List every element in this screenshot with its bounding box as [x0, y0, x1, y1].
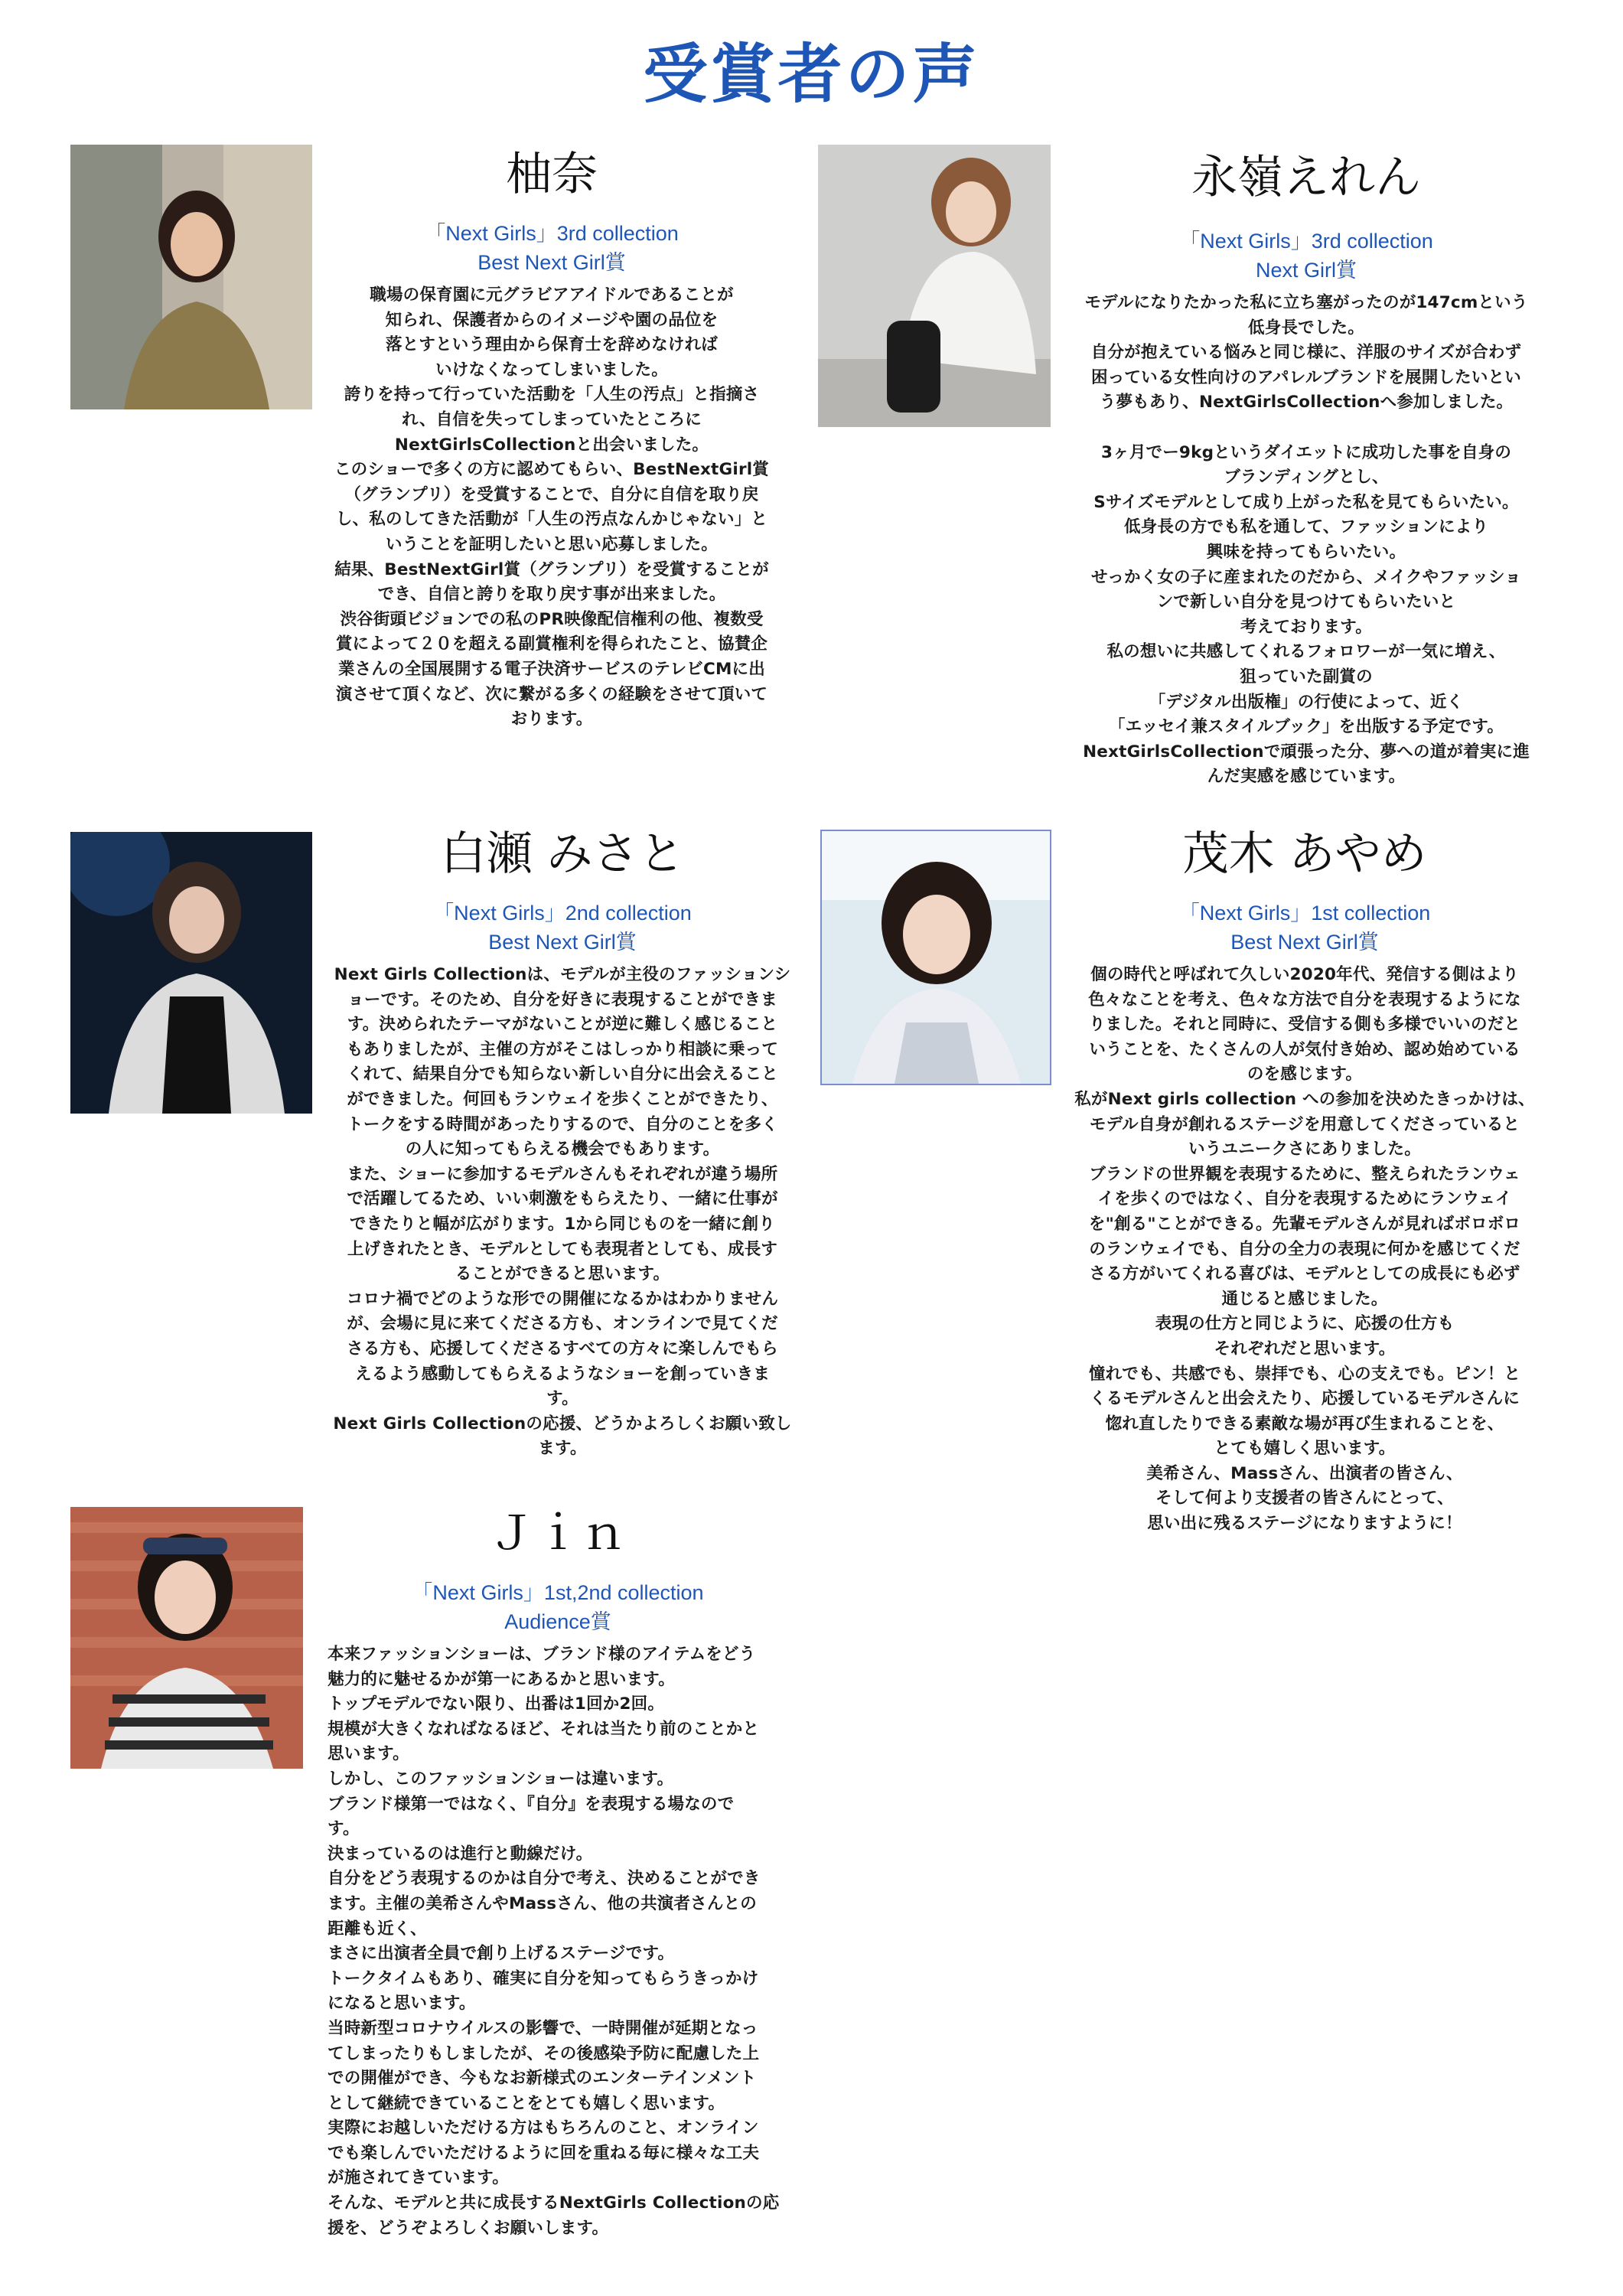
winner-name: Ｊｉｎ [489, 1507, 627, 1561]
winner-collection: 「Next Girls」3rd collection [425, 222, 679, 245]
winner-photo [70, 145, 312, 409]
winner-comment: Next Girls Collectionは、モデルが主役のファッションシ ョーです。そのため、自分を好きに表現することができま す。決められたテーマがないことが逆に難しく感じること もありましたが、主催の方がそこはしっかり相談に乗って くれて、結果自分でも知らない新しい自分に出会えること ができました。何回もランウェイを歩くことができたり、 トークをする時間があったりするので、自分のことを多く の人に知ってもらえる機会でもあります。 また、ショーに参加するモデルさんもそれぞれが違う場所 で活躍してるため、いい刺激をもらえたり、一緒に仕事が できたりと幅が広がります。1から同じものを一緒に創り 上げきれたとき、モデルとしても表現者としても、成長す ることができると思います。 コロナ禍でどのような形での開催になるかはわかりません が、会場に見に来てくださる方も、オンラインで見てくだ さる方も、応援してくださるすべての方々に楽しんでもら えるよう感動してもらえるようなショーを創っていきま す。 Next Girls Collectionの応援、どうかよろしくお願い致し ます。 [333, 965, 792, 1459]
winner-collection: 「Next Girls」1st collection [1178, 902, 1431, 925]
page-title: 受賞者の声 [643, 37, 980, 112]
winner-award: Audience賞 [504, 1610, 611, 1633]
winner-collection: 「Next Girls」1st,2nd collection [412, 1581, 704, 1604]
winner-photo [820, 830, 1051, 1085]
winner-award: Best Next Girl賞 [1230, 931, 1379, 954]
winner-collection: 「Next Girls」3rd collection [1179, 230, 1433, 253]
winner-photo [70, 832, 312, 1114]
winner-name: 永嶺えれん [1191, 151, 1421, 204]
winner-name: 柚奈 [506, 148, 598, 201]
winner-comment: モデルになりたかった私に立ち塞がったのが147cmという 低身長でした。 自分が抱えている悩みと同じ様に、洋服のサイズが合わず 困っている女性向けのアパレルブランドを展開したいとい う夢もあり、NextGirlsCollectionへ参加しました。 3ヶ月でー9kgというダイエットに成功した事を自身の ブランディングとし、 Sサイズモデルとして成り上がった私を見てもらいたい。 低身長の方でも私を通して、ファッションにより 興味を持ってもらいたい。 せっかく女の子に産まれたのだから、メイクやファッショ ンで新しい自分を見つけてもらいたいと 考えております。 私の想いに共感してくれるフォロワーが一気に増え、 狙っていた副賞の 「デジタル出版権」の行使によって、近く 「エッセイ兼スタイルブック」を出版する予定です。 NextGirlsCollectionで頑張った分、夢への道が着実に進 んだ実感を感じています。 [1083, 293, 1530, 787]
winner-comment: 職場の保育園に元グラビアアイドルであることが 知られ、保護者からのイメージや園の品位を 落とすという理由から保育士を辞めなければ いけなくなってしまいました。 誇りを持って行っていた活動を「人生の汚点」と指摘さ れ、自信を失ってしまっていたところに NextGirlsCollectionと出会いました。 このショーで多くの方に認めてもらい、BestNextGirl賞 （グランプリ）を受賞することで、自分に自信を取り戻 し、私のしてきた活動が「人生の汚点なんかじゃない」と いうことを証明したいと思い応募しました。 結果、BestNextGirl賞（グランプリ）を受賞することが でき、自信と誇りを取り戻す事が出来ました。 渋谷街頭ビジョンでの私のPR映像配信権利の他、複数受 賞によって２０を超える副賞権利を得られたこと、協賛企 業さんの全国展開する電子決済サービスのテレビCMに出 演させて頂くなど、次に繋がる多くの経験をさせて頂いて おります。 [334, 285, 770, 729]
winner-award: Best Next Girl賞 [488, 931, 637, 954]
winner-name: 白瀬 みさと [440, 827, 685, 881]
winner-comment: 個の時代と呼ばれて久しい2020年代、発信する側はより 色々なことを考え、色々な方法で自分を表現するようにな りました。それと同時に、受信する側も多様でいいのだと いうことを、たくさんの人が気付き始め、認め始めている のを感じます。 私がNext girls collection への参加を決めたきっかけは、 モデル自身が創れるステージを用意してくださっていると いうユニークさにありました。 ブランドの世界観を表現するために、整えられたランウェ イを歩くのではなく、自分を表現するためにランウェイ を"創る"ことができる。先輩モデルさんが見ればボロボロ のランウェイでも、自分の全力の表現に何かを感じてくだ さる方がいてくれる喜びは、モデルとしての成長にも必ず 通じると感じました。 表現の仕方と同じように、応援の仕方も それぞれだと思います。 憧れでも、共感でも、崇拝でも、心の支えでも。ピン！と くるモデルさんと出会えたり、応援しているモデルさんに 惚れ直したりできる素敵な場が再び生まれることを、 とても嬉しく思います。 美希さん、Massさん、出演者の皆さん、 そして何より支援者の皆さんにとって、 思い出に残るステージになりますように！ [1074, 965, 1535, 1534]
winner-award: Next Girl賞 [1255, 259, 1357, 282]
winner-comment: 本来ファッションショーは、ブランド様のアイテムをどう 魅力的に魅せるかが第一にあるかと思います。 トップモデルでない限り、出番は1回か2回。 規模が大きくなればなるほど、それは当たり前のことかと 思います。 しかし、このファッションショーは違います。 ブランド様第一ではなく、『自分』を表現する場なので す。 決まっているのは進行と動線だけ。 自分をどう表現するのかは自分で考え、決めることができ ます。主催の美希さんやMassさん、他の共演者さんとの 距離も近く、 まさに出演者全員で創り上げるステージです。 トークタイムもあり、確実に自分を知ってもらうきっかけ になると思います。 当時新型コロナウイルスの影響で、一時開催が延期となっ てしまったりもしましたが、その後感染予防に配慮した上 での開催ができ、今もなお新様式のエンターテインメント として継続できていることをとても嬉しく思います。 実際にお越しいただける方はもちろんのこと、オンライン でも楽しんでいただけるように回を重ねる毎に様々な工夫 が施されてきています。 そんな、モデルと共に成長するNextGirls Collectionの応 援を、どうぞよろしくお願いします。 [328, 1645, 780, 2238]
winner-name: 茂木 あやめ [1182, 827, 1427, 881]
winner-photo [70, 1507, 303, 1769]
winner-collection: 「Next Girls」2nd collection [433, 902, 692, 925]
winner-photo [818, 145, 1051, 427]
winner-award: Best Next Girl賞 [477, 251, 626, 274]
